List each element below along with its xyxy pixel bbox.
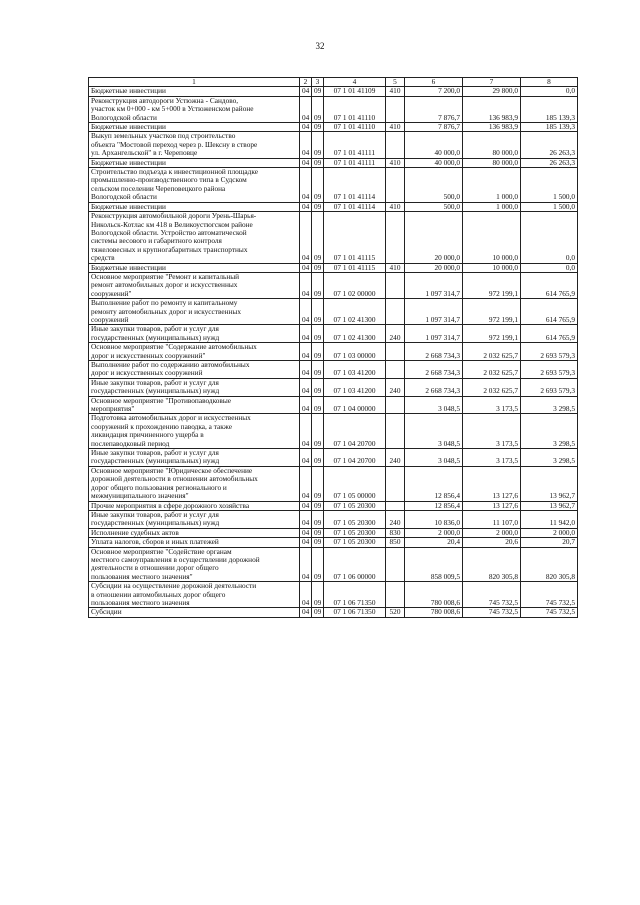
amount-year2-cell: 3 173,5	[463, 449, 521, 467]
amount-year1-cell: 20,4	[405, 538, 463, 547]
row-name-cell: Строительство подъезда к инвестиционной площадке промышленно-производственного типа в Судском сельском поселении Череповецкого района Вологодской области	[89, 168, 300, 203]
section-code-cell: 04	[300, 449, 312, 467]
amount-year1-cell: 2 668 734,3	[405, 378, 463, 396]
header-cell: 2	[300, 78, 312, 87]
row-name-cell: Бюджетные инвестиции	[89, 263, 300, 272]
amount-year2-cell: 3 173,5	[463, 414, 521, 449]
amount-year3-cell: 13 962,7	[521, 466, 578, 501]
amount-year2-cell: 80 000,0	[463, 132, 521, 158]
target-article-cell: 07 1 06 71350	[324, 582, 386, 608]
amount-year2-cell: 972 199,1	[463, 272, 521, 298]
table-row	[89, 212, 578, 263]
row-name-cell: Иные закупки товаров, работ и услуг для государственных (муниципальных) нужд	[89, 325, 300, 343]
header-cell: 4	[324, 78, 386, 87]
amount-year2-cell: 972 199,1	[463, 299, 521, 325]
amount-year2-cell: 1 000,0	[463, 202, 521, 211]
expense-type-cell	[386, 396, 405, 414]
row-name-cell: Субсидии на осуществление дорожной деятельности в отношении автомобильных дорог общего пользования местного значения	[89, 582, 300, 608]
amount-year1-cell: 3 048,5	[405, 414, 463, 449]
header-cell: 1	[89, 78, 300, 87]
row-name-cell: Бюджетные инвестиции	[89, 87, 300, 96]
table-row	[89, 87, 578, 96]
row-name-cell: Иные закупки товаров, работ и услуг для государственных (муниципальных) нужд	[89, 378, 300, 396]
amount-year2-cell: 2 032 625,7	[463, 343, 521, 361]
table-row	[89, 528, 578, 537]
amount-year1-cell: 7 876,7	[405, 96, 463, 122]
subsection-code-cell: 09	[312, 501, 324, 510]
section-code-cell: 04	[300, 466, 312, 501]
table-row	[89, 202, 578, 211]
table-row	[89, 414, 578, 449]
section-code-cell: 04	[300, 528, 312, 537]
table-row	[89, 272, 578, 298]
amount-year1-cell: 40 000,0	[405, 132, 463, 158]
section-code-cell: 04	[300, 501, 312, 510]
amount-year2-cell: 80 000,0	[463, 158, 521, 167]
row-name-cell: Субсидии	[89, 608, 300, 617]
section-code-cell: 04	[300, 378, 312, 396]
section-code-cell: 04	[300, 608, 312, 617]
target-article-cell: 07 1 02 41300	[324, 325, 386, 343]
target-article-cell: 07 1 04 20700	[324, 414, 386, 449]
target-article-cell: 07 1 05 20300	[324, 501, 386, 510]
expense-type-cell	[386, 501, 405, 510]
expense-type-cell: 240	[386, 378, 405, 396]
amount-year1-cell: 7 876,7	[405, 123, 463, 132]
subsection-code-cell: 09	[312, 168, 324, 203]
target-article-cell: 07 1 02 41300	[324, 299, 386, 325]
amount-year2-cell: 13 127,6	[463, 466, 521, 501]
amount-year2-cell: 3 173,5	[463, 396, 521, 414]
amount-year3-cell: 1 500,0	[521, 202, 578, 211]
subsection-code-cell: 09	[312, 325, 324, 343]
subsection-code-cell: 09	[312, 263, 324, 272]
table-row	[89, 343, 578, 361]
expense-type-cell: 240	[386, 510, 405, 528]
expense-type-cell	[386, 132, 405, 158]
subsection-code-cell: 09	[312, 510, 324, 528]
table-row	[89, 325, 578, 343]
table-row	[89, 299, 578, 325]
table-row	[89, 449, 578, 467]
amount-year1-cell: 7 200,0	[405, 87, 463, 96]
amount-year1-cell: 12 856,4	[405, 501, 463, 510]
table-row	[89, 538, 578, 547]
row-name-cell: Бюджетные инвестиции	[89, 158, 300, 167]
amount-year3-cell: 614 765,9	[521, 272, 578, 298]
target-article-cell: 07 1 06 71350	[324, 608, 386, 617]
amount-year2-cell: 2 032 625,7	[463, 361, 521, 379]
expense-type-cell	[386, 547, 405, 582]
amount-year3-cell: 26 263,3	[521, 132, 578, 158]
target-article-cell: 07 1 04 00000	[324, 396, 386, 414]
row-name-cell: Выполнение работ по ремонту и капитальному ремонту автомобильных дорог и искусственных сооружений	[89, 299, 300, 325]
subsection-code-cell: 09	[312, 158, 324, 167]
target-article-cell: 07 1 05 00000	[324, 466, 386, 501]
amount-year3-cell: 185 139,3	[521, 96, 578, 122]
subsection-code-cell: 09	[312, 414, 324, 449]
subsection-code-cell: 09	[312, 132, 324, 158]
amount-year2-cell: 10 000,0	[463, 212, 521, 263]
target-article-cell: 07 1 01 41115	[324, 212, 386, 263]
amount-year3-cell: 2 693 579,3	[521, 361, 578, 379]
header-cell: 8	[521, 78, 578, 87]
page-number: 32	[315, 41, 325, 51]
header-cell: 7	[463, 78, 521, 87]
expense-type-cell	[386, 168, 405, 203]
amount-year2-cell: 20,6	[463, 538, 521, 547]
subsection-code-cell: 09	[312, 538, 324, 547]
target-article-cell: 07 1 04 20700	[324, 449, 386, 467]
section-code-cell: 04	[300, 202, 312, 211]
target-article-cell: 07 1 01 41111	[324, 132, 386, 158]
section-code-cell: 04	[300, 396, 312, 414]
section-code-cell: 04	[300, 123, 312, 132]
row-name-cell: Выкуп земельных участков под строительство объекта "Мостовой переход через р. Шексну в створе ул. Архангельской" в г. Череповце	[89, 132, 300, 158]
row-name-cell: Основное мероприятие "Ремонт и капитальный ремонт автомобильных дорог и искусственных сооружений"	[89, 272, 300, 298]
subsection-code-cell: 09	[312, 466, 324, 501]
row-name-cell: Реконструкция автодороги Устюжна - Сандово, участок км 0+000 - км 5+000 в Устюженском районе Вологодской области	[89, 96, 300, 122]
amount-year2-cell: 1 000,0	[463, 168, 521, 203]
amount-year3-cell: 0,0	[521, 263, 578, 272]
expense-type-cell	[386, 361, 405, 379]
target-article-cell: 07 1 01 41110	[324, 96, 386, 122]
row-name-cell: Прочие мероприятия в сфере дорожного хозяйства	[89, 501, 300, 510]
section-code-cell: 04	[300, 547, 312, 582]
amount-year3-cell: 2 693 579,3	[521, 378, 578, 396]
amount-year3-cell: 2 693 579,3	[521, 343, 578, 361]
expense-type-cell	[386, 414, 405, 449]
section-code-cell: 04	[300, 96, 312, 122]
amount-year3-cell: 1 500,0	[521, 168, 578, 203]
amount-year1-cell: 20 000,0	[405, 212, 463, 263]
target-article-cell: 07 1 02 00000	[324, 272, 386, 298]
section-code-cell: 04	[300, 361, 312, 379]
amount-year2-cell: 29 800,0	[463, 87, 521, 96]
table-row	[89, 168, 578, 203]
section-code-cell: 04	[300, 132, 312, 158]
section-code-cell: 04	[300, 212, 312, 263]
section-code-cell: 04	[300, 510, 312, 528]
amount-year1-cell: 1 097 314,7	[405, 325, 463, 343]
amount-year1-cell: 2 668 734,3	[405, 361, 463, 379]
row-name-cell: Бюджетные инвестиции	[89, 202, 300, 211]
section-code-cell: 04	[300, 87, 312, 96]
subsection-code-cell: 09	[312, 96, 324, 122]
expense-type-cell	[386, 96, 405, 122]
target-article-cell: 07 1 05 20300	[324, 510, 386, 528]
row-name-cell: Реконструкция автомобильной дороги Урень-Шарья- Никольск-Котлас км 418 в Великоустюгском районе Вологодской области. Устройство автоматической системы весового и габаритного контроля тяжеловесных и крупногабаритных транспортных средств	[89, 212, 300, 263]
row-name-cell: Выполнение работ по содержанию автомобильных дорог и искусственных сооружений	[89, 361, 300, 379]
expense-type-cell: 410	[386, 87, 405, 96]
subsection-code-cell: 09	[312, 547, 324, 582]
amount-year3-cell: 11 942,0	[521, 510, 578, 528]
amount-year3-cell: 3 298,5	[521, 449, 578, 467]
subsection-code-cell: 09	[312, 299, 324, 325]
amount-year2-cell: 745 732,5	[463, 582, 521, 608]
section-code-cell: 04	[300, 299, 312, 325]
row-name-cell: Уплата налогов, сборов и иных платежей	[89, 538, 300, 547]
amount-year1-cell: 1 097 314,7	[405, 299, 463, 325]
expense-type-cell	[386, 466, 405, 501]
amount-year3-cell: 614 765,9	[521, 299, 578, 325]
amount-year2-cell: 2 032 625,7	[463, 378, 521, 396]
amount-year2-cell: 11 107,0	[463, 510, 521, 528]
subsection-code-cell: 09	[312, 378, 324, 396]
target-article-cell: 07 1 01 41109	[324, 87, 386, 96]
row-name-cell: Основное мероприятие "Содействие органам местного самоуправления в осуществлении дорожной деятельности в отношении дорог общего пользования местного значения"	[89, 547, 300, 582]
amount-year3-cell: 185 139,3	[521, 123, 578, 132]
amount-year3-cell: 2 000,0	[521, 528, 578, 537]
amount-year1-cell: 500,0	[405, 168, 463, 203]
section-code-cell: 04	[300, 414, 312, 449]
amount-year3-cell: 13 962,7	[521, 501, 578, 510]
amount-year1-cell: 780 008,6	[405, 608, 463, 617]
amount-year3-cell: 0,0	[521, 212, 578, 263]
subsection-code-cell: 09	[312, 343, 324, 361]
amount-year3-cell: 3 298,5	[521, 396, 578, 414]
expense-type-cell: 830	[386, 528, 405, 537]
amount-year2-cell: 136 983,9	[463, 123, 521, 132]
subsection-code-cell: 09	[312, 582, 324, 608]
section-code-cell: 04	[300, 538, 312, 547]
amount-year2-cell: 136 983,9	[463, 96, 521, 122]
table-row	[89, 547, 578, 582]
target-article-cell: 07 1 01 41110	[324, 123, 386, 132]
table-row	[89, 466, 578, 501]
section-code-cell: 04	[300, 263, 312, 272]
table-row	[89, 132, 578, 158]
subsection-code-cell: 09	[312, 123, 324, 132]
table-row	[89, 501, 578, 510]
expense-type-cell: 240	[386, 449, 405, 467]
row-name-cell: Иные закупки товаров, работ и услуг для государственных (муниципальных) нужд	[89, 449, 300, 467]
subsection-code-cell: 09	[312, 361, 324, 379]
target-article-cell: 07 1 05 20300	[324, 538, 386, 547]
target-article-cell: 07 1 01 41114	[324, 202, 386, 211]
row-name-cell: Иные закупки товаров, работ и услуг для государственных (муниципальных) нужд	[89, 510, 300, 528]
amount-year2-cell: 2 000,0	[463, 528, 521, 537]
table-row	[89, 396, 578, 414]
amount-year1-cell: 10 836,0	[405, 510, 463, 528]
table-row	[89, 608, 578, 617]
target-article-cell: 07 1 03 00000	[324, 343, 386, 361]
expense-type-cell: 520	[386, 608, 405, 617]
amount-year1-cell: 2 000,0	[405, 528, 463, 537]
amount-year3-cell: 745 732,5	[521, 608, 578, 617]
expense-type-cell: 240	[386, 325, 405, 343]
table-row	[89, 582, 578, 608]
subsection-code-cell: 09	[312, 528, 324, 537]
row-name-cell: Бюджетные инвестиции	[89, 123, 300, 132]
target-article-cell: 07 1 01 41115	[324, 263, 386, 272]
target-article-cell: 07 1 01 41114	[324, 168, 386, 203]
amount-year3-cell: 614 765,9	[521, 325, 578, 343]
expense-type-cell	[386, 582, 405, 608]
header-cell: 5	[386, 78, 405, 87]
section-code-cell: 04	[300, 272, 312, 298]
section-code-cell: 04	[300, 158, 312, 167]
row-name-cell: Основное мероприятие "Юридическое обеспечение дорожной деятельности в отношении автомобильных дорог общего пользования регионального и межмуниципального значения"	[89, 466, 300, 501]
amount-year1-cell: 1 097 314,7	[405, 272, 463, 298]
table-row	[89, 361, 578, 379]
row-name-cell: Исполнение судебных актов	[89, 528, 300, 537]
amount-year1-cell: 2 668 734,3	[405, 343, 463, 361]
table-row	[89, 510, 578, 528]
target-article-cell: 07 1 01 41111	[324, 158, 386, 167]
section-code-cell: 04	[300, 325, 312, 343]
target-article-cell: 07 1 03 41200	[324, 361, 386, 379]
expense-type-cell	[386, 272, 405, 298]
amount-year1-cell: 500,0	[405, 202, 463, 211]
amount-year2-cell: 13 127,6	[463, 501, 521, 510]
expense-type-cell	[386, 299, 405, 325]
row-name-cell: Основное мероприятие "Содержание автомобильных дорог и искусственных сооружений"	[89, 343, 300, 361]
amount-year1-cell: 3 048,5	[405, 396, 463, 414]
amount-year3-cell: 0,0	[521, 87, 578, 96]
expense-type-cell: 410	[386, 158, 405, 167]
table-row	[89, 378, 578, 396]
section-code-cell: 04	[300, 343, 312, 361]
table-row	[89, 123, 578, 132]
header-row	[89, 78, 578, 87]
amount-year3-cell: 820 305,8	[521, 547, 578, 582]
subsection-code-cell: 09	[312, 202, 324, 211]
expense-type-cell: 850	[386, 538, 405, 547]
amount-year1-cell: 3 048,5	[405, 449, 463, 467]
row-name-cell: Основное мероприятие "Противопаводковые мероприятия"	[89, 396, 300, 414]
header-cell: 3	[312, 78, 324, 87]
table-row	[89, 263, 578, 272]
amount-year3-cell: 3 298,5	[521, 414, 578, 449]
section-code-cell: 04	[300, 582, 312, 608]
subsection-code-cell: 09	[312, 608, 324, 617]
amount-year3-cell: 26 263,3	[521, 158, 578, 167]
table-row	[89, 96, 578, 122]
expense-type-cell	[386, 343, 405, 361]
amount-year3-cell: 20,7	[521, 538, 578, 547]
header-cell: 6	[405, 78, 463, 87]
target-article-cell: 07 1 03 41200	[324, 378, 386, 396]
amount-year2-cell: 820 305,8	[463, 547, 521, 582]
expense-type-cell	[386, 212, 405, 263]
target-article-cell: 07 1 05 20300	[324, 528, 386, 537]
expense-type-cell: 410	[386, 123, 405, 132]
amount-year1-cell: 858 009,5	[405, 547, 463, 582]
table-row	[89, 158, 578, 167]
target-article-cell: 07 1 06 00000	[324, 547, 386, 582]
amount-year2-cell: 10 000,0	[463, 263, 521, 272]
subsection-code-cell: 09	[312, 396, 324, 414]
expense-type-cell: 410	[386, 263, 405, 272]
amount-year2-cell: 745 732,5	[463, 608, 521, 617]
amount-year1-cell: 40 000,0	[405, 158, 463, 167]
amount-year1-cell: 780 008,6	[405, 582, 463, 608]
subsection-code-cell: 09	[312, 272, 324, 298]
amount-year1-cell: 20 000,0	[405, 263, 463, 272]
subsection-code-cell: 09	[312, 449, 324, 467]
row-name-cell: Подготовка автомобильных дорог и искусственных сооружений к прохождению паводка, а также ликвидация причиненного ущерба в послепаводковый период	[89, 414, 300, 449]
amount-year1-cell: 12 856,4	[405, 466, 463, 501]
expense-type-cell: 410	[386, 202, 405, 211]
amount-year2-cell: 972 199,1	[463, 325, 521, 343]
subsection-code-cell: 09	[312, 87, 324, 96]
section-code-cell: 04	[300, 168, 312, 203]
amount-year3-cell: 745 732,5	[521, 582, 578, 608]
budget-table	[88, 77, 578, 618]
subsection-code-cell: 09	[312, 212, 324, 263]
